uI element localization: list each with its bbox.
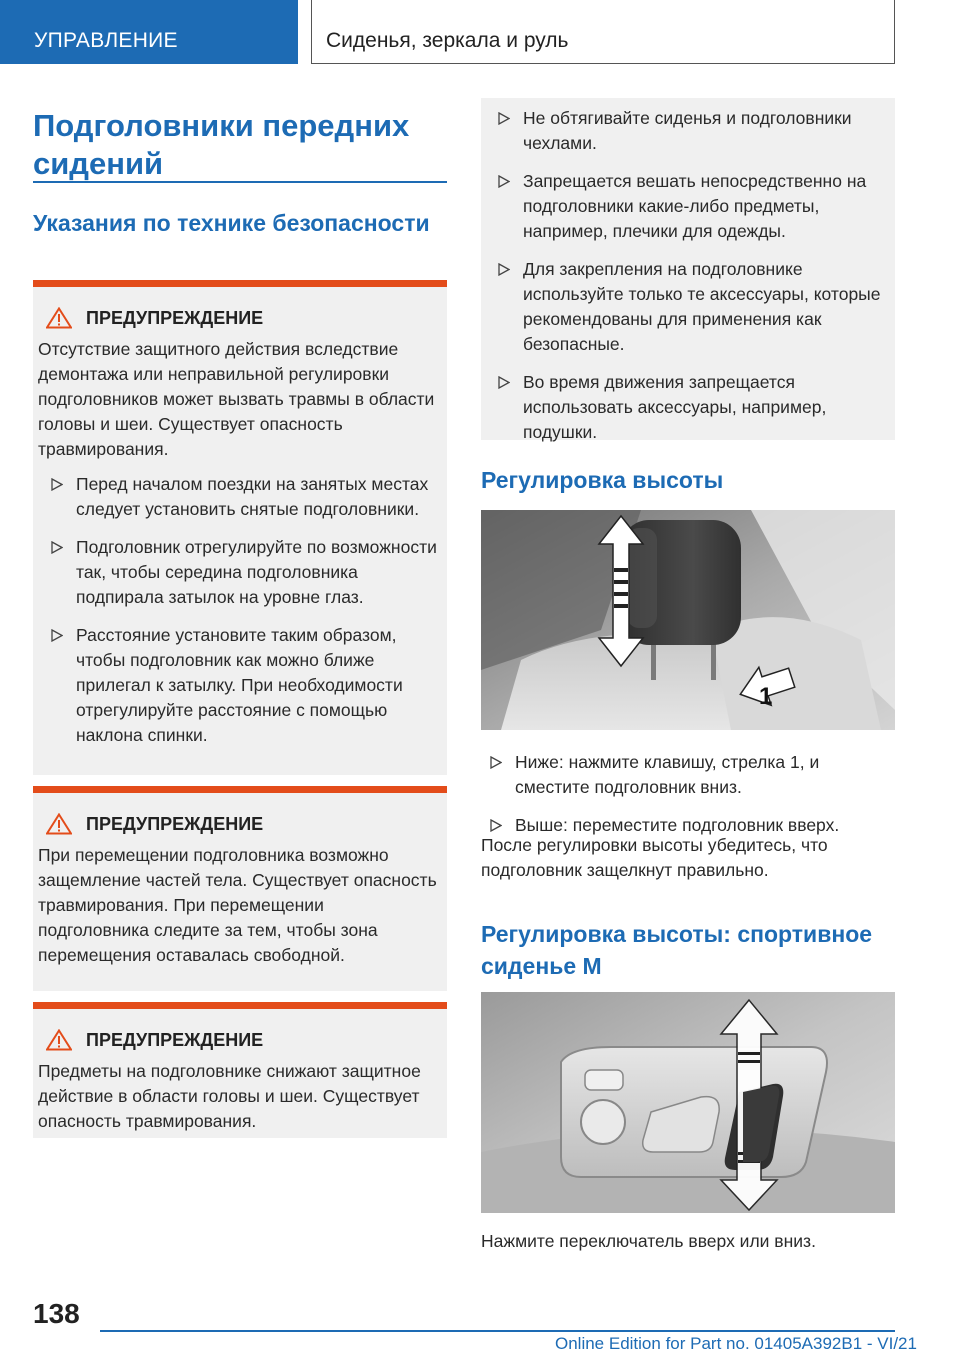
warning-triangle-icon [46, 307, 72, 329]
list-item: Подголовник отрегулируйте по возможности так, чтобы середина подголовника подпирала затылок на уровне глаз. [38, 535, 437, 610]
warning-header [40, 1029, 437, 1051]
seat-switch-photo [481, 992, 895, 1213]
list-item: Выше: переместите подголовник вверх. [477, 813, 895, 838]
triangle-bullet-icon [498, 376, 510, 389]
page-header [0, 0, 960, 66]
list-item: Ниже: нажмите клавишу, стрелка 1, и сместите подголовник вниз. [477, 750, 895, 800]
list-item: Не обтягивайте сиденья и подголовники чехлами. [485, 106, 885, 156]
warning-box-2 [33, 786, 447, 991]
list-item: Перед началом поездки на занятых местах следует установить снятые подголовники. [38, 472, 437, 522]
section-tab[interactable]: Сиденья, зеркала и руль [311, 0, 895, 64]
triangle-bullet-icon [51, 541, 63, 554]
safety-continued-box [481, 98, 895, 440]
warning-header [40, 813, 437, 835]
height-adjust-heading: Регулировка высоты [481, 467, 724, 493]
chapter-tab[interactable]: УПРАВЛЕНИЕ [0, 0, 298, 64]
height-note: После регулировки высоты убедитесь, что подголовник защелкнут правильно. [481, 835, 828, 880]
warning-label: ПРЕДУПРЕЖДЕНИЕ [86, 813, 264, 834]
safety-bullet-list [485, 106, 885, 445]
footer-divider [100, 1330, 895, 1332]
warning-box-3 [33, 1002, 447, 1138]
list-item: Расстояние установите таким образом, чтобы подголовник как можно ближе прилегал к затылку. При необходимости отрегулируйте расстояние с помощью наклона спинки. [38, 623, 437, 748]
warning-triangle-icon [46, 1029, 72, 1051]
safety-heading: Указания по технике безопасности [33, 210, 430, 236]
warning-bullet-list [38, 472, 437, 748]
warning-header [40, 307, 437, 329]
triangle-bullet-icon [51, 629, 63, 642]
title-divider [33, 181, 447, 183]
sport-seat-text: Нажмите переключатель вверх или вниз. [481, 1231, 816, 1251]
warning-box-1 [33, 280, 447, 775]
list-item: Во время движения запрещается использовать аксессуары, например, подушки. [485, 370, 885, 445]
page-number: 138 [33, 1298, 80, 1329]
sport-seat-heading: Регулировка высоты: спортивное сиденье M [481, 921, 873, 979]
edition-label: Online Edition for Part no. 01405A392B1 - VI/21 [555, 1334, 917, 1353]
list-item: Запрещается вешать непосредственно на подголовники какие-либо предметы, например, плечики для одежды. [485, 169, 885, 244]
triangle-bullet-icon [51, 478, 63, 491]
page-title: Подголовники передних сидений [33, 108, 410, 181]
warning-label: ПРЕДУПРЕЖДЕНИЕ [86, 307, 264, 328]
triangle-bullet-icon [498, 175, 510, 188]
warning-text: При перемещении подголовника возможно защемление частей тела. Существует опасность травмирования. При перемещении подголовника следите за тем, чтобы зона перемещения оставалась свободной. [38, 845, 437, 965]
list-item: Для закрепления на подголовнике используйте только те аксессуары, которые рекомендованы для применения как безопасные. [485, 257, 885, 357]
warning-triangle-icon [46, 813, 72, 835]
headrest-photo [481, 510, 895, 730]
warning-text: Отсутствие защитного действия вследствие демонтажа или неправильной регулировки подголовников может вызвать травмы в области головы и шеи. Существует опасность травмирования. [38, 339, 435, 459]
triangle-bullet-icon [490, 756, 502, 769]
triangle-bullet-icon [498, 112, 510, 125]
triangle-bullet-icon [498, 263, 510, 276]
triangle-bullet-icon [490, 819, 502, 832]
callout-number: 1 [759, 683, 773, 710]
warning-label: ПРЕДУПРЕЖДЕНИЕ [86, 1029, 264, 1050]
warning-text: Предметы на подголовнике снижают защитное действие в области головы и шеи. Существует опасность травмирования. [38, 1061, 421, 1131]
seat-switch-illustration [481, 992, 895, 1213]
headrest-illustration [481, 510, 895, 730]
